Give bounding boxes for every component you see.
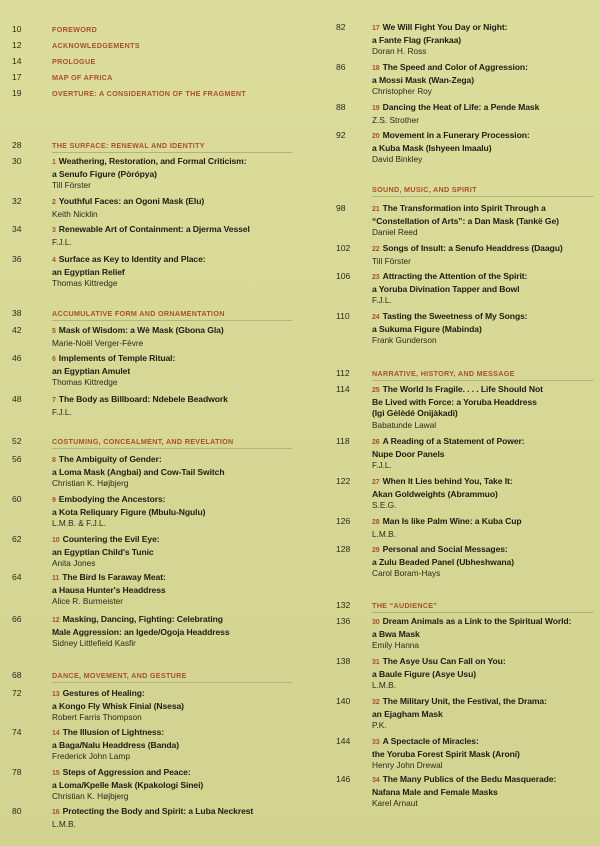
entry-title-line [52,454,292,467]
page-number: 62 [12,534,22,544]
entry-title-text: Akan Goldweights (Abrammuo) [372,488,498,499]
entry-author: Frederick John Lamp [52,751,130,761]
entry-author: F.J.L. [52,406,72,417]
entry-title-line [52,353,292,366]
entry-title-line [52,585,292,597]
entry-author: Till Förster [52,180,91,190]
toc-entry [52,727,292,763]
page-number: 56 [12,454,22,464]
entry-author: Alice R. Burmeister [52,596,124,606]
entry-number: 23 [372,274,380,281]
entry-title-line [372,130,594,143]
toc-entry [52,534,292,570]
toc-entry [52,454,292,490]
toc-entry [372,656,594,692]
toc-entry [372,130,594,166]
entry-author: L.M.B. [372,680,396,690]
entry-title-line [372,311,594,324]
entry-title-line [372,449,594,461]
page-number: 12 [12,40,22,50]
entry-title-text: a Kuba Mask (Ishyeen Imaalu) [372,142,492,153]
entry-title-line [52,254,292,267]
page-number: 38 [12,308,22,318]
entry-title-text: a Loma Mask (Angbai) and Cow-Tail Switch [52,466,225,477]
toc-entry [372,616,594,652]
front-matter-title: OVERTURE: A CONSIDERATION OF THE FRAGMENT [52,89,247,98]
page-number: 46 [12,353,22,363]
toc-entry [52,254,292,290]
entry-number: 3 [52,227,56,234]
entry-title-line [372,243,594,256]
entry-author: F.J.L. [52,236,72,247]
page-number: 10 [12,24,22,34]
entry-title-text: Mask of Wisdom: a Wè Mask (Gbona Gla) [58,325,224,335]
entry-title-line [52,366,292,378]
toc-entry [372,696,594,732]
entry-title-line [372,736,594,749]
toc-entry [52,224,292,248]
entry-number: 22 [372,246,380,253]
entry-title-line [52,534,292,547]
entry-number: 12 [52,617,60,624]
entry-title-text: The Speed and Color of Aggression: [382,62,528,72]
toc-entry [52,325,292,349]
section-rule [372,380,594,381]
page-number: 112 [336,368,350,378]
entry-title-text: Attracting the Attention of the Spirit: [382,271,528,281]
front-matter-title: MAP OF AFRICA [52,73,113,82]
page-number: 66 [12,614,22,624]
page-number: 36 [12,254,22,264]
entry-number: 11 [52,575,60,582]
entry-number: 13 [52,691,60,698]
entry-title-text: Male Aggression: an Igede/Ogoja Headdress [52,626,230,637]
entry-title-line [52,614,292,627]
entry-title-text: a Sukuma Figure (Mabinda) [372,323,482,334]
entry-title-text: the Yoruba Forest Spirit Mask (Aroni) [372,748,520,759]
page-number: 28 [12,140,22,150]
entry-author: F.J.L. [372,460,392,470]
entry-author: Sidney Littlefield Kasfir [52,638,136,648]
entry-number: 20 [372,133,380,140]
entry-title-line [52,169,292,181]
entry-title-text: a Loma/Kpelle Mask (Kpakologi Sinei) [52,779,204,790]
entry-author: Henry John Drewal [372,760,443,770]
entry-title-text: The Ambiguity of Gender: [58,454,162,464]
entry-number: 14 [52,730,60,737]
toc-entry [52,688,292,724]
page-number: 88 [336,102,346,112]
entry-title-text: a Yoruba Divination Tapper and Bowl [372,283,520,294]
entry-author: Christian K. Højbjerg [52,791,129,801]
front-matter-title: PROLOGUE [52,57,96,66]
page-number: 92 [336,130,346,140]
page-number: 128 [336,544,351,554]
entry-title-line [372,216,594,228]
entry-title-line [372,489,594,501]
entry-number: 9 [52,497,56,504]
entry-title-text: The Illusion of Lightness: [62,727,165,737]
entry-title-text: Personal and Social Messages: [382,544,508,554]
entry-title-line [372,324,594,336]
toc-entry [52,614,292,650]
section-rule [52,682,292,683]
entry-number: 18 [372,65,380,72]
page-number: 82 [336,22,346,32]
entry-title-line [372,629,594,641]
entry-title-text: a Senufo Figure (Pòrópya) [52,168,157,179]
entry-author: Thomas Kittredge [52,278,118,288]
toc-entry [372,384,594,431]
page-number: 80 [12,806,22,816]
entry-number: 19 [372,105,380,112]
entry-title-text: Surface as Key to Identity and Place: [58,254,206,264]
entry-title-line [372,384,594,397]
entry-author: Babatunde Lawal [372,419,437,430]
entry-title-line [52,547,292,559]
toc-entry [52,572,292,608]
entry-title-line [52,224,292,237]
toc-entry [52,494,292,530]
entry-author: Frank Gunderson [372,335,437,345]
entry-author: Emily Hanna [372,640,420,650]
front-matter-title: FOREWORD [52,25,98,34]
page-number: 17 [12,72,22,82]
entry-title-text: an Egyptian Child's Tunic [52,546,154,557]
entry-author: David Binkley [372,154,423,164]
entry-title-text: The Many Publics of the Bedu Masquerade: [382,774,557,784]
entry-title-text: The Military Unit, the Festival, the Drama: [382,696,547,706]
entry-number: 1 [52,159,56,166]
entry-title-line [372,22,594,35]
toc-entry [372,544,594,580]
entry-title-text: a Kota Reliquary Figure (Mbulu-Ngulu) [52,506,206,517]
entry-title-text: a Baule Figure (Asye Usu) [372,668,476,679]
page-number: 102 [336,243,351,253]
page-number: 14 [12,56,22,66]
entry-title-line [372,709,594,721]
toc-entry [372,476,594,512]
page-number: 126 [336,516,351,526]
entry-number: 24 [372,314,380,321]
entry-title-line [372,656,594,669]
entry-author: Z.S. Strother [372,114,420,125]
page-number: 122 [336,476,351,486]
page-number: 32 [12,196,22,206]
entry-title-text: Dream Animals as a Link to the Spiritual World: [382,616,572,626]
entry-author: Karel Arnaut [372,798,418,808]
page-number: 98 [336,203,346,213]
section-heading: COSTUMING, CONCEALMENT, AND REVELATION [52,437,234,446]
page-number: 136 [336,616,351,626]
entry-title-text: (Igi Gèlèdé Onijàkadi) [372,408,458,418]
page-number: 52 [12,436,22,446]
entry-number: 15 [52,770,60,777]
entry-title-text: a Baga/Nalu Headdress (Banda) [52,739,180,750]
toc-entry [52,353,292,389]
toc-entry [52,394,292,418]
entry-title-text: Nafana Male and Female Masks [372,786,498,797]
page-number: 68 [12,670,22,680]
toc-entry [372,203,594,239]
section-heading: NARRATIVE, HISTORY, AND MESSAGE [372,369,515,378]
toc-entry [372,774,594,810]
entry-title-text: A Spectacle of Miracles: [382,736,479,746]
entry-title-line [372,203,594,216]
section-heading: SOUND, MUSIC, AND SPIRIT [372,185,477,194]
entry-title-line [52,767,292,780]
entry-title-line [52,727,292,740]
entry-number: 7 [52,397,56,404]
entry-author: Christopher Roy [372,86,432,96]
entry-author: P.K. [372,720,387,730]
section-heading: THE SURFACE: RENEWAL AND IDENTITY [52,141,205,150]
entry-number: 33 [372,739,380,746]
entry-author: Carol Boram-Hays [372,568,441,578]
page-number: 114 [336,384,350,394]
page-number: 48 [12,394,22,404]
entry-author: Marie-Noël Verger-Fèvre [52,337,144,348]
page-number: 60 [12,494,22,504]
page-number: 78 [12,767,22,777]
entry-number: 27 [372,479,380,486]
entry-title-line [372,75,594,87]
entry-title-text: Tasting the Sweetness of My Songs: [382,311,528,321]
entry-author: S.E.G. [372,500,397,510]
entry-number: 31 [372,659,380,666]
entry-title-line [372,669,594,681]
entry-title-text: Implements of Temple Ritual: [58,353,176,363]
entry-number: 21 [372,206,380,213]
entry-number: 10 [52,537,60,544]
section-heading: ACCUMULATIVE FORM AND ORNAMENTATION [52,309,225,318]
entry-title-text: a Zulu Beaded Panel (Ubheshwana) [372,556,514,567]
section-rule [372,612,594,613]
entry-title-text: Movement in a Funerary Procession: [382,130,530,140]
toc-entry [372,311,594,347]
entry-title-text: Man Is like Palm Wine: a Kuba Cup [382,516,522,526]
entry-title-text: The Body as Billboard: Ndebele Beadwork [58,394,228,404]
front-matter-title: ACKNOWLEDGEMENTS [52,41,140,50]
toc-entry [372,62,594,98]
entry-number: 26 [372,439,380,446]
entry-number: 2 [52,199,56,206]
entry-title-text: When It Lies behind You, Take It: [382,476,513,486]
page-number: 132 [336,600,351,610]
entry-title-line [52,394,292,407]
entry-title-text: Youthful Faces: an Ogoni Mask (Elu) [58,196,205,206]
entry-title-text: Nupe Door Panels [372,448,445,459]
section-rule [52,448,292,449]
entry-title-text: Countering the Evil Eye: [62,534,160,544]
entry-title-line [52,467,292,479]
entry-number: 34 [372,777,380,784]
entry-title-text: a Bwa Mask [372,628,420,639]
toc-entry [372,436,594,472]
entry-author: Till Förster [372,255,411,266]
entry-title-line [52,196,292,209]
toc-entry [372,271,594,307]
toc-entry [52,196,292,220]
entry-title-line [52,780,292,792]
entry-title-text: A Reading of a Statement of Power: [382,436,525,446]
entry-number: 16 [52,809,60,816]
entry-title-text: Steps of Aggression and Peace: [62,767,191,777]
entry-number: 28 [372,519,380,526]
page-number: 86 [336,62,346,72]
entry-title-text: Masking, Dancing, Fighting: Celebrating [62,614,223,624]
entry-number: 32 [372,699,380,706]
toc-entry [52,156,292,192]
entry-title-line [372,749,594,761]
entry-title-text: Weathering, Restoration, and Formal Criticism: [58,156,247,166]
entry-title-line [52,572,292,585]
entry-title-text: The Transformation into Spirit Through a [382,203,546,213]
page-number: 74 [12,727,22,737]
entry-title-line [372,616,594,629]
entry-title-line [372,102,594,115]
entry-title-line [372,544,594,557]
entry-author: Thomas Kittredge [52,377,118,387]
page-number: 64 [12,572,22,582]
page-number: 30 [12,156,22,166]
entry-author: L.M.B. [52,818,76,829]
entry-title-text: Songs of Insult: a Senufo Headdress (Daagu) [382,243,563,253]
entry-title-line [52,701,292,713]
entry-title-text: a Fante Flag (Frankaa) [372,34,462,45]
entry-author: Christian K. Højbjerg [52,478,129,488]
entry-title-text: an Egyptian Relief [52,266,125,277]
entry-title-line [372,696,594,709]
entry-author: L.M.B. & F.J.L. [52,518,106,528]
entry-title-text: an Ejagham Mask [372,708,443,719]
entry-number: 4 [52,257,56,264]
entry-number: 29 [372,547,380,554]
entry-author: F.J.L. [372,295,392,305]
entry-title-line [52,156,292,169]
entry-author: Doran H. Ross [372,46,427,56]
entry-author: Robert Farris Thompson [52,712,142,722]
entry-author: Keith Nicklin [52,208,98,219]
entry-title-text: Gestures of Healing: [62,688,145,698]
entry-title-line [372,516,594,529]
entry-title-text: a Kongo Fly Whisk Finial (Nsesa) [52,700,184,711]
page-number: 42 [12,325,22,335]
entry-title-text: The Bird Is Faraway Meat: [62,572,166,582]
entry-title-line [52,507,292,519]
entry-title-line [52,806,292,819]
entry-title-text: a Mossi Mask (Wan-Zega) [372,74,474,85]
toc-entry [52,806,292,830]
toc-entry [52,767,292,803]
entry-title-text: Be Lived with Force: a Yoruba Headdress [372,396,537,407]
page-number: 34 [12,224,22,234]
entry-number: 17 [372,25,380,32]
entry-number: 8 [52,457,56,464]
section-heading: THE “AUDIENCE” [372,601,438,610]
entry-title-line [52,627,292,639]
page-number: 140 [336,696,351,706]
entry-title-line [372,774,594,787]
entry-number: 5 [52,328,56,335]
entry-title-line [52,325,292,338]
entry-title-line [372,284,594,296]
section-rule [52,152,292,153]
page-number: 144 [336,736,351,746]
entry-title-text: a Hausa Hunter's Headdress [52,584,166,595]
entry-title-line [52,688,292,701]
entry-title-line [52,494,292,507]
entry-title-text: The World Is Fragile. . . . Life Should Not [382,384,543,394]
page-number: 118 [336,436,350,446]
entry-title-line [372,557,594,569]
entry-title-text: Dancing the Heat of Life: a Pende Mask [382,102,540,112]
page-number: 106 [336,271,351,281]
section-heading: DANCE, MOVEMENT, AND GESTURE [52,671,187,680]
entry-author: L.M.B. [372,528,396,539]
entry-title-line [372,271,594,284]
entry-title-line [372,62,594,75]
toc-entry [372,243,594,267]
entry-author: Anita Jones [52,558,96,568]
entry-title-line [52,267,292,279]
page-number: 19 [12,88,22,98]
entry-title-text: an Egyptian Amulet [52,365,131,376]
page-number: 72 [12,688,22,698]
entry-title-text: The Asye Usu Can Fall on You: [382,656,506,666]
entry-title-text: Embodying the Ancestors: [58,494,166,504]
toc-entry [372,102,594,126]
page-number: 110 [336,311,350,321]
entry-number: 30 [372,619,380,626]
entry-title-line [372,35,594,47]
page-number: 138 [336,656,351,666]
entry-title-line [372,397,594,409]
toc-entry [372,22,594,58]
entry-number: 6 [52,356,56,363]
entry-author: Daniel Reed [372,227,418,237]
page-number: 146 [336,774,351,784]
section-rule [372,196,594,197]
entry-title-line [372,476,594,489]
section-rule [52,320,292,321]
entry-title-line [372,143,594,155]
entry-title-text: Renewable Art of Containment: a Djerma Vessel [58,224,250,234]
entry-title-line [52,740,292,752]
toc-entry [372,516,594,540]
entry-title-line [372,787,594,799]
entry-number: 25 [372,387,380,394]
toc-entry [372,736,594,772]
entry-title-text: “Constellation of Arts”: a Dan Mask (Tankë Ge) [372,215,559,226]
entry-title-text: Protecting the Body and Spirit: a Luba Neckrest [62,806,254,816]
entry-title-text: We Will Fight You Day or Night: [382,22,508,32]
entry-title-line [372,408,594,420]
entry-title-line [372,436,594,449]
